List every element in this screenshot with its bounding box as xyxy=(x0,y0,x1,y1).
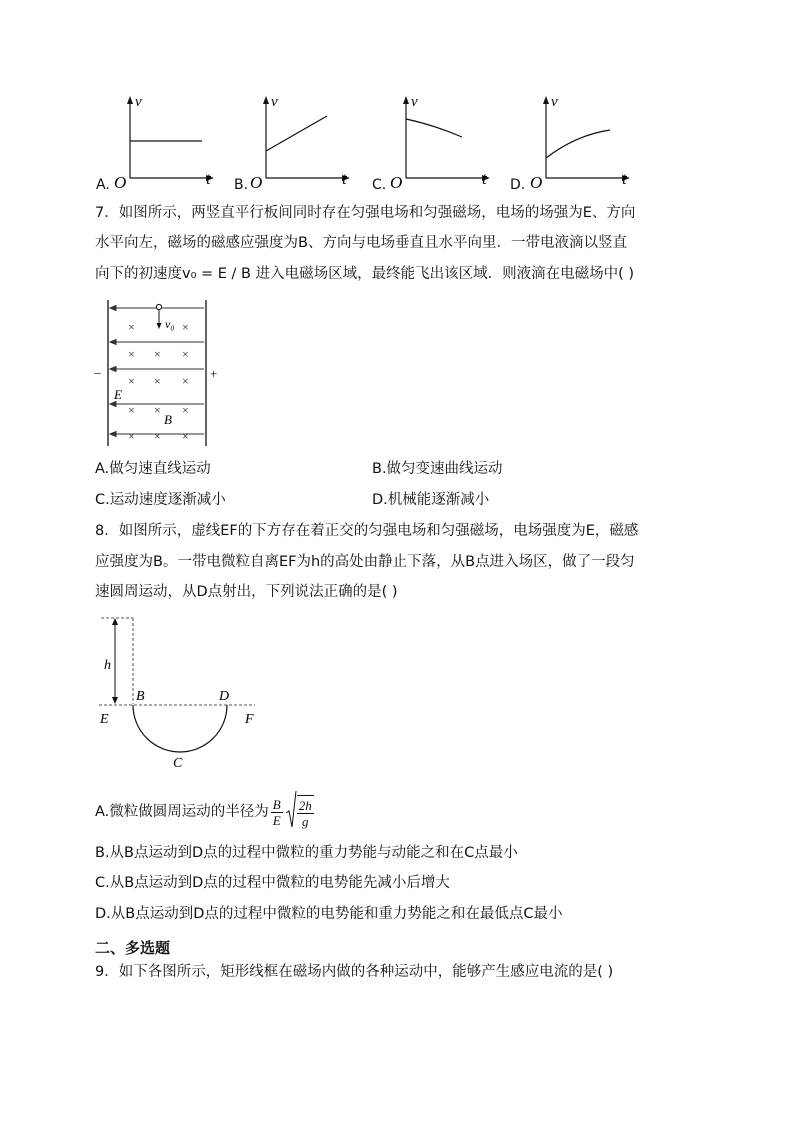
q8-option-c[interactable]: C.从B点运动到D点的过程中微粒的电势能先减小后增大 xyxy=(95,875,450,891)
graph-a-label: A. xyxy=(96,177,110,193)
graph-c-curve xyxy=(406,119,462,137)
graph-d-curve xyxy=(546,130,610,158)
q8-figure xyxy=(95,612,270,774)
q8-option-a-sqrt-fraction xyxy=(297,795,314,829)
graph-a-v: v xyxy=(135,94,142,110)
svg-text:×: × xyxy=(128,374,135,388)
q7-droplet xyxy=(156,304,161,309)
graph-b-origin: O xyxy=(250,173,263,192)
q9-line1: 9．如下各图所示，矩形线框在磁场内做的各种运动中，能够产生感应电流的是( ) xyxy=(95,964,614,980)
sqrt-icon xyxy=(285,789,297,835)
graph-options-row xyxy=(90,90,650,200)
q7-plus-sign: + xyxy=(210,366,218,381)
sqrt-numerator: 2h xyxy=(298,798,312,813)
q8-option-b[interactable]: B.从B点运动到D点的过程中微粒的重力势能与动能之和在C点最小 xyxy=(95,845,518,861)
svg-text:×: × xyxy=(128,320,135,334)
graph-d-origin: O xyxy=(530,173,543,192)
svg-text:×: × xyxy=(128,403,135,417)
q8-arc xyxy=(133,705,227,752)
graph-d-label: D. xyxy=(510,177,526,193)
q8-b-label: B xyxy=(136,689,145,704)
q8-line1: 8．如图所示，虚线EF的下方存在着正交的匀强电场和匀强磁场，电场强度为E，磁感 xyxy=(95,523,639,539)
graph-c-t: t xyxy=(482,169,487,188)
q7-v0-label: v₀ xyxy=(165,317,175,331)
q7-option-c[interactable]: C.运动速度逐渐减小 xyxy=(95,492,226,508)
svg-text:×: × xyxy=(154,429,161,443)
svg-text:×: × xyxy=(182,347,189,361)
graph-a xyxy=(90,90,230,200)
q7-b-label: B xyxy=(164,412,172,427)
q7-line2: 水平向左，磁场的磁感应强度为B、方向与电场垂直且水平向里．一带电液滴以竖直 xyxy=(95,235,627,251)
graph-c-origin: O xyxy=(390,173,403,192)
q8-h-label: h xyxy=(104,658,111,673)
graph-c-axes xyxy=(386,90,506,200)
q7-option-d[interactable]: D.机械能逐渐减小 xyxy=(372,492,490,508)
svg-text:×: × xyxy=(128,429,135,443)
q8-f-label: F xyxy=(245,712,254,727)
q8-c-label: C xyxy=(173,756,183,771)
q7-line3: 向下的初速度v₀ = E / B 进入电磁场区域，最终能飞出该区域．则液滴在电磁场中( ) xyxy=(95,266,635,282)
graph-b-t: t xyxy=(342,169,347,188)
graph-b-curve xyxy=(266,116,327,151)
svg-text:×: × xyxy=(154,374,161,388)
graph-a-origin: O xyxy=(114,173,127,192)
fraction-numerator: B xyxy=(272,796,281,812)
q8-e-label: E xyxy=(100,712,109,727)
q8-option-a[interactable] xyxy=(95,790,314,834)
svg-text:×: × xyxy=(182,320,189,334)
graph-c xyxy=(370,90,510,200)
graph-c-label: C. xyxy=(372,177,387,193)
graph-b-label: B. xyxy=(234,177,249,193)
q8-option-a-text: A.微粒做圆周运动的半径为 xyxy=(95,804,269,820)
svg-text:×: × xyxy=(154,347,161,361)
q7-figure xyxy=(92,296,222,450)
graph-b-v: v xyxy=(271,94,278,110)
graph-d-axes xyxy=(526,90,650,200)
q8-line2: 应强度为B。一带电微粒自离EF为h的高处由静止下落，从B点进入场区，做了一段匀 xyxy=(95,554,635,570)
graph-d-v: v xyxy=(551,94,558,110)
graph-c-v: v xyxy=(411,94,418,110)
q7-option-b[interactable]: B.做匀变速曲线运动 xyxy=(372,461,503,477)
fraction-denominator: E xyxy=(272,812,281,828)
q7-minus-sign: − xyxy=(94,366,102,381)
graph-a-t: t xyxy=(206,169,211,188)
sqrt-denominator: g xyxy=(301,814,309,829)
q7-option-a[interactable]: A.做匀速直线运动 xyxy=(95,461,211,477)
svg-text:×: × xyxy=(182,403,189,417)
q8-option-d[interactable]: D.从B点运动到D点的过程中微粒的电势能和重力势能之和在最低点C最小 xyxy=(95,906,563,922)
graph-d xyxy=(510,90,650,200)
graph-a-axes xyxy=(110,90,230,200)
graph-b-axes xyxy=(246,90,366,200)
svg-text:×: × xyxy=(154,403,161,417)
q7-crosses xyxy=(128,320,189,443)
q8-line3: 速圆周运动，从D点射出，下列说法正确的是( ) xyxy=(95,584,398,600)
svg-text:×: × xyxy=(128,347,135,361)
q8-option-a-fraction xyxy=(271,797,283,828)
q7-e-label: E xyxy=(114,387,122,402)
section-multiple-choice: 二、多选题 xyxy=(95,939,171,957)
q8-d-label: D xyxy=(219,689,230,704)
svg-text:×: × xyxy=(182,429,189,443)
graph-d-t: t xyxy=(622,169,627,188)
q7-line1: 7．如图所示，两竖直平行板间同时存在匀强电场和匀强磁场，电场的场强为E、方向 xyxy=(95,205,636,221)
svg-text:×: × xyxy=(182,374,189,388)
graph-b xyxy=(230,90,370,200)
